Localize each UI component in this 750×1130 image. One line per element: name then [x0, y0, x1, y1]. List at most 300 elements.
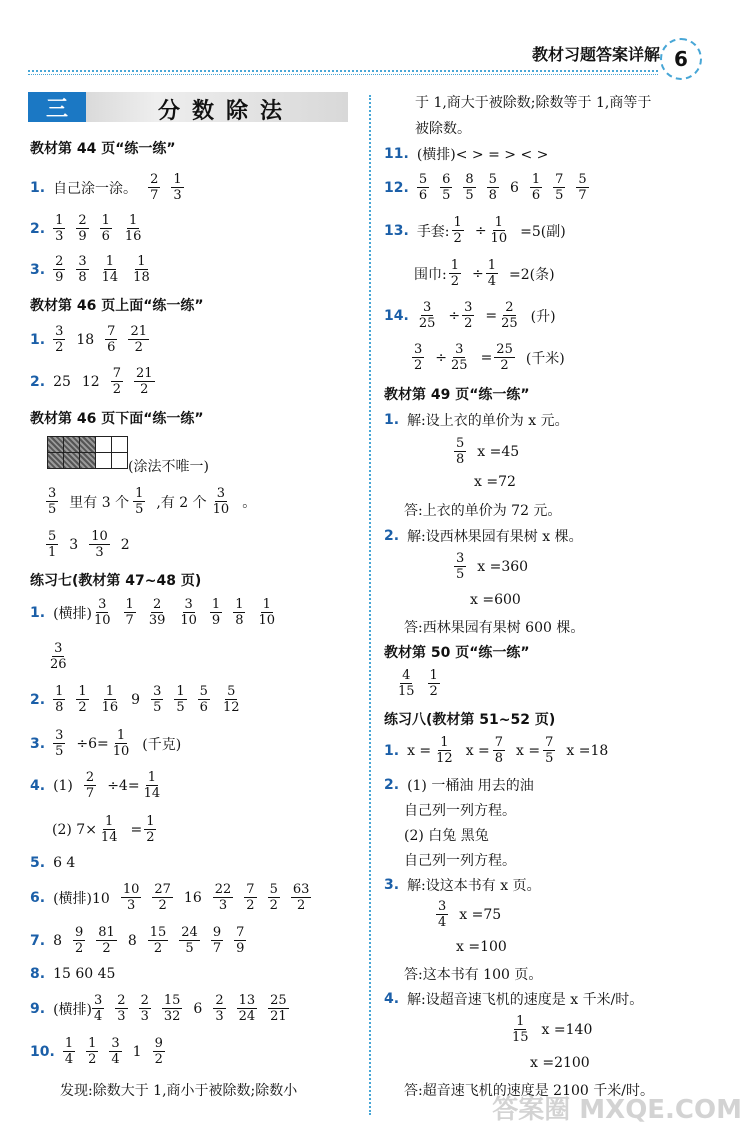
question-number: 3. [384, 877, 400, 893]
fraction-denominator: 5 [545, 751, 554, 766]
fraction [510, 1014, 531, 1045]
fraction [198, 684, 210, 715]
fraction-denominator: 39 [148, 613, 166, 628]
answer-line [46, 529, 141, 560]
grid-cell [111, 436, 128, 453]
fraction-numerator: 21 [136, 366, 153, 381]
fraction-numerator: 1 [105, 254, 115, 269]
fraction-denominator: 7 [125, 613, 134, 628]
fraction [233, 597, 245, 628]
equation-line [436, 899, 501, 930]
fraction-denominator: 21 [270, 1009, 287, 1024]
question-number: 8. [30, 966, 46, 982]
grid-cell-shaded [63, 452, 80, 469]
fraction-numerator: 9 [74, 925, 84, 940]
fraction-numerator: 13 [238, 993, 256, 1008]
fraction-group [493, 735, 516, 766]
fraction-denominator: 6 [531, 188, 541, 203]
fraction-group [92, 597, 288, 628]
answer-text: 25 [53, 373, 71, 390]
fraction-numerator: 1 [146, 814, 155, 829]
answer-line [30, 925, 257, 956]
fraction-group [454, 436, 477, 467]
fraction-numerator: 3 [153, 684, 162, 699]
equation-line [510, 1014, 592, 1045]
fraction [449, 342, 470, 373]
fraction-numerator: 2 [117, 993, 126, 1008]
fraction-denominator: 9 [211, 613, 221, 628]
answer-text: (横排) [53, 1001, 92, 1018]
question-number: 10. [30, 1043, 55, 1060]
fraction-numerator: 3 [464, 300, 473, 315]
fraction-numerator: 2 [78, 213, 87, 228]
fraction-denominator: 3 [140, 1009, 149, 1024]
fraction-group [46, 486, 69, 517]
fraction-group [449, 258, 472, 289]
answer-text: x = [407, 742, 432, 759]
fraction-numerator: 7 [545, 735, 554, 750]
fraction [213, 882, 234, 913]
fraction-group [213, 993, 299, 1024]
fraction [109, 1036, 121, 1067]
answer-text: 1 [132, 1043, 142, 1060]
fraction [436, 899, 448, 930]
fraction-group [486, 258, 509, 289]
fraction-group [142, 770, 174, 801]
answer-text: 15 60 45 [53, 966, 116, 982]
answer-line [30, 597, 288, 628]
fraction-numerator: 3 [455, 342, 464, 357]
fraction-denominator: 8 [235, 613, 244, 628]
fraction [487, 172, 499, 203]
fraction-group [449, 342, 481, 373]
answer-text: 12 [81, 373, 100, 390]
fraction [489, 215, 510, 246]
fraction-denominator: 3 [218, 898, 228, 913]
fraction-group [53, 684, 131, 715]
fraction-denominator: 6 [418, 188, 428, 203]
answer-text: 答:西林果园有果树 600 棵。 [404, 620, 585, 636]
grid-cell-shaded [47, 452, 64, 469]
fraction [211, 486, 232, 517]
fraction [213, 993, 225, 1024]
fraction [144, 814, 156, 845]
answer-line [30, 770, 173, 801]
answer-line [384, 144, 548, 164]
fraction [499, 300, 520, 331]
fraction-group [543, 735, 566, 766]
fraction [89, 529, 110, 560]
fraction [92, 597, 113, 628]
fraction-group [452, 215, 475, 246]
grid-cell-shaded [79, 436, 96, 453]
fraction-denominator: 25 [418, 316, 436, 331]
question-number: 4. [384, 991, 400, 1007]
fraction-numerator: 5 [199, 684, 208, 699]
fraction [174, 684, 186, 715]
fraction-denominator: 15 [512, 1030, 529, 1045]
fraction [256, 597, 277, 628]
answer-text: ÷ [448, 307, 461, 324]
question-number: 11. [384, 146, 409, 162]
fraction [96, 925, 117, 956]
answer-line [30, 882, 322, 913]
fraction-numerator: 1 [101, 213, 110, 228]
answer-text: 16 [183, 889, 202, 906]
fraction [210, 597, 222, 628]
answer-text: ÷ [474, 222, 487, 239]
answer-text: 18 [76, 331, 95, 348]
answer-line [384, 410, 569, 430]
fraction [115, 993, 127, 1024]
fraction-denominator: 2 [74, 941, 84, 956]
answer-text: 3 [69, 536, 79, 553]
fraction-numerator: 9 [212, 925, 222, 940]
answer-text: ÷6= [76, 735, 109, 752]
answer-text: 解:设西林果园有果树 x 棵。 [407, 529, 583, 545]
fraction-group [111, 728, 143, 759]
answer-text: (横排)10 [53, 890, 110, 907]
fraction [148, 172, 160, 203]
fraction-numerator: 81 [98, 925, 115, 940]
fraction-group [454, 551, 477, 582]
fraction [76, 213, 88, 244]
grid-cell-shaded [63, 436, 80, 453]
fraction [46, 486, 58, 517]
fraction-group [462, 300, 485, 331]
answer-text: 8 [53, 932, 62, 949]
fraction-numerator: 1 [78, 684, 87, 699]
fraction-denominator: 14 [143, 786, 161, 801]
question-number: 1. [384, 742, 400, 759]
grid-cell [95, 436, 112, 453]
answer-text: 围巾: [414, 266, 447, 283]
fraction-denominator: 2 [269, 898, 278, 913]
fraction-numerator: 1 [487, 258, 497, 273]
fraction-denominator: 3 [117, 1009, 126, 1024]
section-heading: 教材第 44 页“练一练” [30, 141, 176, 157]
answer-text: 9 [131, 691, 141, 708]
answer-line [30, 1036, 176, 1067]
answer-text: (升) [530, 308, 556, 325]
fraction-group [151, 684, 252, 715]
fraction-numerator: 1 [450, 258, 459, 273]
fraction-denominator: 10 [112, 744, 130, 759]
fraction [53, 254, 65, 285]
answer-text: =2(条) [509, 266, 555, 283]
fraction-denominator: 16 [101, 700, 119, 715]
answer-line [30, 254, 163, 285]
fraction-denominator: 2 [102, 941, 111, 956]
fraction-denominator: 9 [55, 270, 64, 285]
answer-text: (2) 白兔 黑兔 [404, 828, 489, 844]
fraction-denominator: 7 [150, 188, 159, 203]
fraction-denominator: 25 [451, 358, 468, 373]
fraction-numerator: 3 [94, 993, 103, 1008]
fraction [454, 436, 466, 467]
answer-text: (1) [53, 777, 73, 794]
fraction-group [148, 925, 258, 956]
fraction-group [84, 770, 107, 801]
answer-line [30, 172, 195, 203]
fraction-group [530, 172, 600, 203]
fraction-numerator: 5 [227, 684, 236, 699]
fraction-denominator: 4 [487, 274, 497, 289]
fraction-numerator: 1 [494, 215, 503, 230]
answer-text: 6 [193, 1000, 203, 1017]
fraction [84, 770, 96, 801]
fraction-numerator: 2 [152, 597, 162, 612]
fraction [124, 597, 136, 628]
fraction-group [417, 172, 510, 203]
fraction [121, 882, 142, 913]
answer-line [30, 366, 166, 397]
fraction-group [121, 882, 184, 913]
fraction-group [396, 668, 451, 699]
fraction-denominator: 10 [94, 613, 111, 628]
fraction-denominator: 5 [48, 502, 57, 517]
fraction [134, 366, 155, 397]
question-number: 3. [30, 735, 46, 752]
question-number: 2. [30, 691, 46, 708]
fraction-denominator: 5 [135, 502, 144, 517]
section-heading: 教材第 50 页“练一练” [384, 645, 530, 661]
fraction-numerator: 4 [402, 668, 411, 683]
fraction-numerator: 5 [578, 172, 587, 187]
fraction-numerator: 7 [555, 172, 564, 187]
fraction-numerator: 3 [55, 324, 64, 339]
fraction-numerator: 1 [173, 172, 182, 187]
fraction [53, 728, 65, 759]
fraction [452, 215, 464, 246]
fraction-numerator: 3 [55, 728, 64, 743]
answer-line [384, 735, 608, 766]
answer-text: x =140 [541, 1021, 593, 1038]
fraction-denominator: 10 [212, 502, 230, 517]
answer-line [30, 855, 75, 871]
fraction-denominator: 2 [153, 941, 163, 956]
fraction-group [53, 254, 163, 285]
fraction-group [92, 993, 193, 1024]
fraction [178, 597, 199, 628]
fraction-numerator: 2 [140, 993, 149, 1008]
question-number: 3. [30, 261, 46, 278]
fraction-group [211, 486, 243, 517]
fraction [576, 172, 588, 203]
fraction-numerator: 1 [135, 486, 144, 501]
fraction-denominator: 7 [212, 941, 222, 956]
fraction-denominator: 10 [180, 613, 197, 628]
fraction-denominator: 18 [133, 270, 150, 285]
fraction-denominator: 2 [429, 684, 438, 699]
fraction-group [63, 1036, 133, 1067]
fraction [428, 668, 440, 699]
question-number: 6. [30, 889, 46, 906]
answer-text: (2) 7× [52, 821, 97, 838]
fraction-numerator: 1 [129, 213, 138, 228]
fraction-denominator: 3 [55, 229, 64, 244]
question-number: 1. [30, 331, 46, 348]
fraction-numerator: 1 [531, 172, 541, 187]
answer-line [384, 875, 541, 895]
fraction-numerator: 1 [125, 597, 134, 612]
fraction [111, 366, 123, 397]
page-number-badge: 6 [660, 38, 702, 80]
question-number: 2. [30, 373, 46, 390]
fraction [151, 684, 163, 715]
answer-text: =5(副) [520, 223, 566, 240]
fraction-numerator: 3 [456, 551, 465, 566]
answer-text: 被除数。 [415, 121, 471, 137]
fraction [153, 1036, 165, 1067]
fraction-numerator: 3 [111, 1036, 120, 1051]
question-number: 7. [30, 932, 46, 949]
answer-line [384, 526, 583, 546]
answer-text: 。 [242, 494, 257, 511]
fraction-denominator: 16 [124, 229, 142, 244]
fraction-numerator: 1 [88, 1036, 97, 1051]
fraction-denominator: 1 [48, 545, 57, 560]
answer-text: (横排) [53, 605, 92, 622]
answer-line [384, 989, 643, 1009]
fraction-denominator: 5 [555, 188, 564, 203]
answer-line [30, 684, 252, 715]
answer-text: 解:设超音速飞机的速度是 x 千米/时。 [407, 992, 644, 1008]
fraction-numerator: 1 [55, 213, 64, 228]
fraction [123, 213, 144, 244]
fraction-denominator: 2 [78, 700, 87, 715]
fraction [543, 735, 555, 766]
fraction [86, 1036, 98, 1067]
fraction-numerator: 1 [64, 1036, 74, 1051]
fraction [105, 324, 117, 355]
answer-text: (1) 一桶油 用去的油 [407, 778, 534, 794]
fraction-denominator: 5 [153, 700, 162, 715]
fraction-numerator: 3 [422, 300, 432, 315]
fraction-numerator: 15 [163, 993, 181, 1008]
fraction [494, 342, 515, 373]
fraction-group [510, 1014, 542, 1045]
question-number: 5. [30, 855, 46, 871]
question-number: 12. [384, 179, 409, 196]
fraction-numerator: 7 [236, 925, 245, 940]
fraction-numerator: 5 [48, 529, 57, 544]
answer-text: 8 [127, 932, 137, 949]
fraction [171, 172, 183, 203]
fraction-numerator: 1 [235, 597, 244, 612]
fraction-denominator: 2 [140, 382, 149, 397]
fraction-group [153, 1036, 176, 1067]
question-number: 13. [384, 222, 409, 239]
fraction [268, 993, 289, 1024]
fraction-denominator: 2 [414, 358, 423, 373]
chapter-number: 三 [28, 92, 86, 122]
equation-line: x =600 [470, 592, 521, 608]
fraction-numerator: 1 [105, 684, 115, 699]
fraction-denominator: 6 [199, 700, 208, 715]
answer-text: 6 4 [53, 855, 76, 871]
fraction [237, 993, 258, 1024]
answer-text: 于 1,商大于被除数;除数等于 1,商等于 [415, 95, 652, 111]
answer-line [384, 300, 556, 331]
answer-text: 答:上衣的单价为 72 元。 [404, 503, 562, 519]
answer-line [48, 641, 80, 672]
fraction [412, 342, 424, 373]
answer-text: 自己列一列方程。 [404, 803, 516, 819]
fraction [440, 172, 452, 203]
fraction [449, 258, 461, 289]
fraction-group [417, 300, 449, 331]
question-number: 9. [30, 1000, 46, 1017]
fraction-group [53, 213, 154, 244]
watermark-logo: 答案圈 MXQE.COM [492, 1095, 742, 1125]
fraction-denominator: 10 [258, 613, 276, 628]
chapter-banner [28, 92, 348, 122]
section-heading: 教材第 49 页“练一练” [384, 387, 530, 403]
answer-line [414, 258, 555, 289]
fraction [76, 254, 88, 285]
fraction [148, 925, 169, 956]
fraction-numerator: 25 [270, 993, 287, 1008]
equation-line: x =100 [456, 939, 507, 955]
question-number: 2. [30, 220, 46, 237]
fraction-denominator: 25 [501, 316, 518, 331]
fraction-numerator: 3 [78, 254, 87, 269]
fraction-denominator: 2 [134, 340, 143, 355]
shaded-grid-diagram [48, 437, 128, 469]
answer-line [46, 486, 256, 517]
fraction-denominator: 3 [215, 1009, 224, 1024]
answer-line [384, 172, 600, 203]
fraction-denominator: 3 [126, 898, 136, 913]
fraction-denominator: 5 [442, 188, 451, 203]
fraction-numerator: 2 [215, 993, 224, 1008]
fraction [63, 1036, 75, 1067]
fraction [454, 551, 466, 582]
fraction-numerator: 25 [496, 342, 513, 357]
fraction-denominator: 4 [438, 915, 447, 930]
answer-text: x =18 [566, 742, 609, 759]
fraction-numerator: 24 [181, 925, 198, 940]
fraction-numerator: 3 [184, 597, 193, 612]
fraction-numerator: 3 [54, 641, 63, 656]
fraction-denominator: 2 [296, 898, 306, 913]
fraction-denominator: 14 [100, 830, 118, 845]
fraction-numerator: 1 [55, 684, 64, 699]
fraction [162, 993, 183, 1024]
fraction-denominator: 6 [101, 229, 110, 244]
fraction [211, 925, 223, 956]
grid-cell-shaded [47, 436, 64, 453]
section-heading: 练习八(教材第 51~52 页) [384, 712, 556, 728]
fraction-numerator: 10 [122, 882, 140, 897]
section-heading: 教材第 46 页上面“练一练” [30, 298, 204, 314]
question-number: 1. [30, 179, 46, 196]
equation-line [454, 551, 528, 582]
fraction-denominator: 5 [465, 188, 474, 203]
fraction-denominator: 5 [456, 567, 465, 582]
fraction [417, 300, 438, 331]
fraction-denominator: 6 [107, 340, 116, 355]
answer-text: (千克) [142, 736, 182, 753]
answer-text: ÷ [435, 349, 448, 366]
fraction-numerator: 27 [154, 882, 171, 897]
fraction-denominator: 2 [55, 340, 64, 355]
answer-line [384, 775, 534, 795]
fraction [147, 597, 168, 628]
answer-text: (横排)< > = > < > [416, 147, 549, 163]
fraction [221, 684, 242, 715]
